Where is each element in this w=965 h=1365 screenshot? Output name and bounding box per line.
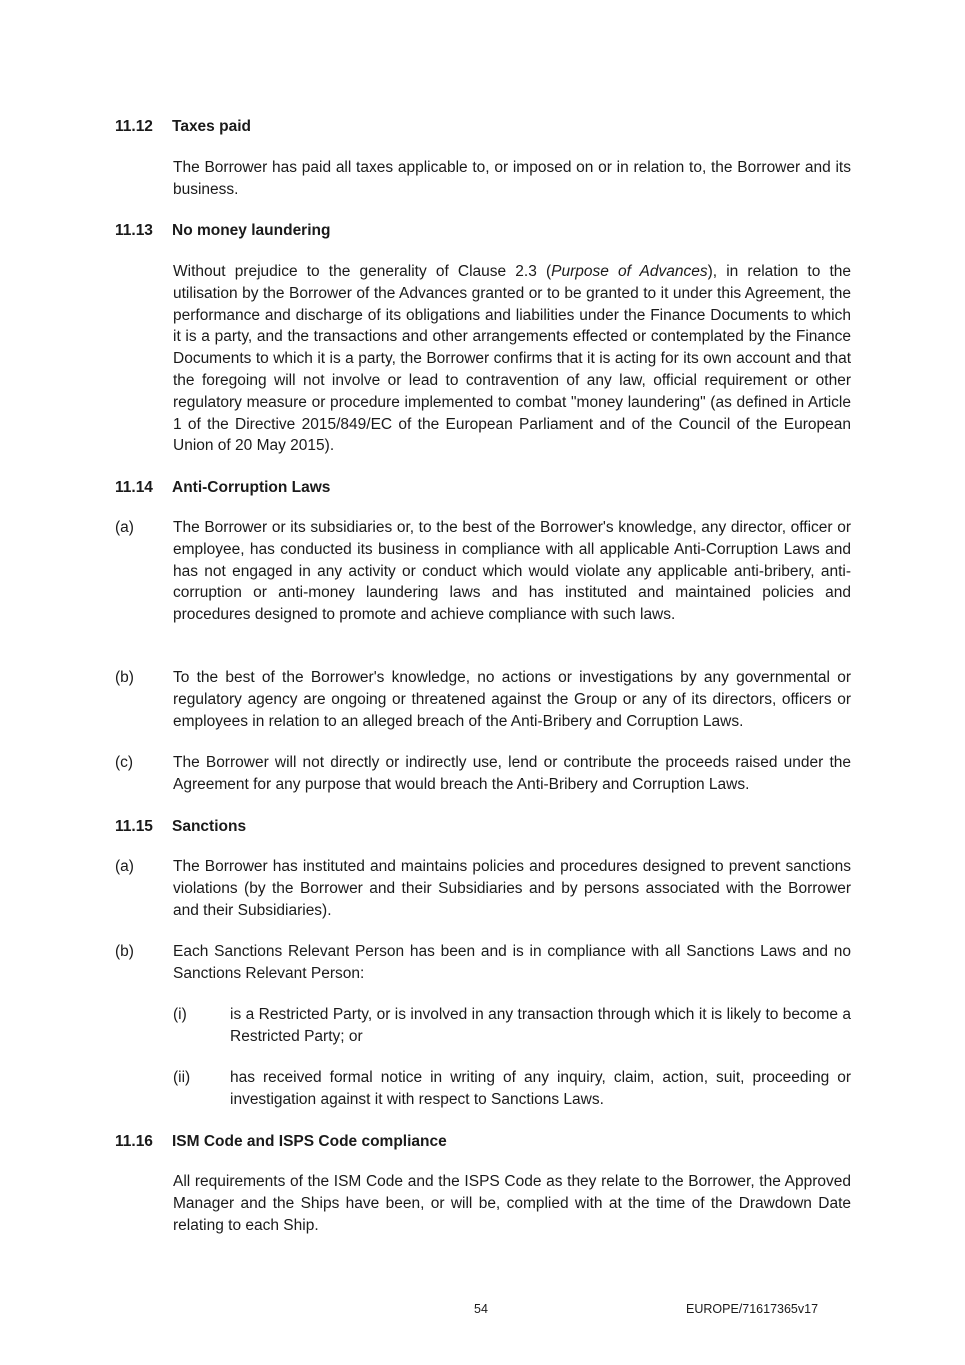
sub-item-text: is a Restricted Party, or is involved in any transaction through which it is likely to become a Restricted Party; or xyxy=(230,1006,851,1045)
section-heading-11-14 xyxy=(115,478,330,498)
section-heading-11-12 xyxy=(115,117,251,137)
text-segment: Without prejudice to the generality of Clause 2.3 ( xyxy=(173,263,552,280)
section-number: 11.13 xyxy=(115,222,153,239)
section-title: No money laundering xyxy=(172,222,331,239)
section-title: Anti-Corruption Laws xyxy=(172,479,331,496)
item-text: Each Sanctions Relevant Person has been and is in compliance with all Sanctions Laws and no Sanctions Relevant Person: xyxy=(173,943,851,982)
section-title: Taxes paid xyxy=(172,118,251,135)
item-label: (a) xyxy=(115,519,134,536)
document-reference: EUROPE/71617365v17 xyxy=(686,1302,819,1316)
item-text: The Borrower will not directly or indirectly use, lend or contribute the proceeds raised under the Agreement for any purpose that would breach the Anti-Bribery and Corruption Laws. xyxy=(173,754,851,793)
item-label: (c) xyxy=(115,754,134,771)
text-segment: ), in relation to the utilisation by the Borrower of the Advances granted or to be granted to it under this Agreement, the performance and discharge of its obligations and liabilities under the Finance Documents to which it is a party, and the transactions and other arrangements effected or contemplated by the Finance Documents to which it is a party, the Borrower confirms that it is acting for its own account and that the foregoing will not involve or lead to contravention of any law, official requirement or other regulatory measure or procedure implemented to combat "money laundering" (as defined in Article 1 of the Directive 2015/849/EC of the European Parliament and of the Council of the European Union of 20 May 2015). xyxy=(173,263,852,455)
section-number: 11.16 xyxy=(115,1133,153,1150)
sub-item-label: (ii) xyxy=(173,1069,191,1086)
item-text: The Borrower has instituted and maintains policies and procedures designed to prevent sanctions violations (by the Borrower and their Subsidiaries and by persons associated with the Borrower and their Subsidiaries). xyxy=(173,858,851,919)
sub-item-label: (i) xyxy=(173,1006,187,1023)
section-heading-11-16 xyxy=(115,1132,447,1152)
item-label: (b) xyxy=(115,943,134,960)
item-label: (a) xyxy=(115,858,134,875)
section-text-11-13 xyxy=(173,261,851,457)
section-text-11-12: The Borrower has paid all taxes applicable to, or imposed on or in relation to, the Borrower and its business. xyxy=(173,159,851,198)
section-number: 11.12 xyxy=(115,118,153,135)
section-number: 11.15 xyxy=(115,818,153,835)
section-heading-11-15 xyxy=(115,817,246,837)
clause-reference: Purpose of Advances xyxy=(551,263,708,280)
item-text: The Borrower or its subsidiaries or, to the best of the Borrower's knowledge, any director, officer or employee, has conducted its business in compliance with all applicable Anti-Corruption Laws and has not engaged in any activity or conduct which would violate any applicable anti-bribery, anti-corruption or anti-money laundering laws and has instituted and maintained policies and procedures designed to promote and achieve compliance with such laws. xyxy=(173,519,851,624)
item-text: To the best of the Borrower's knowledge, no actions or investigations by any governmental or regulatory agency are ongoing or threatened against the Group or any of its directors, officers or employees in relation to an alleged breach of the Anti-Bribery and Corruption Laws. xyxy=(173,669,851,730)
section-number: 11.14 xyxy=(115,479,153,496)
sub-item-text: has received formal notice in writing of any inquiry, claim, action, suit, proceeding or investigation against it with respect to Sanctions Laws. xyxy=(230,1069,851,1108)
section-title: ISM Code and ISPS Code compliance xyxy=(172,1133,447,1150)
section-heading-11-13 xyxy=(115,221,330,241)
item-label: (b) xyxy=(115,669,134,686)
page-number: 54 xyxy=(474,1302,488,1316)
section-text-11-16: All requirements of the ISM Code and the ISPS Code as they relate to the Borrower, the Approved Manager and the Ships have been, or will be, complied with at the time of the Drawdown Date relating to each Ship. xyxy=(173,1173,851,1234)
section-title: Sanctions xyxy=(172,818,247,835)
